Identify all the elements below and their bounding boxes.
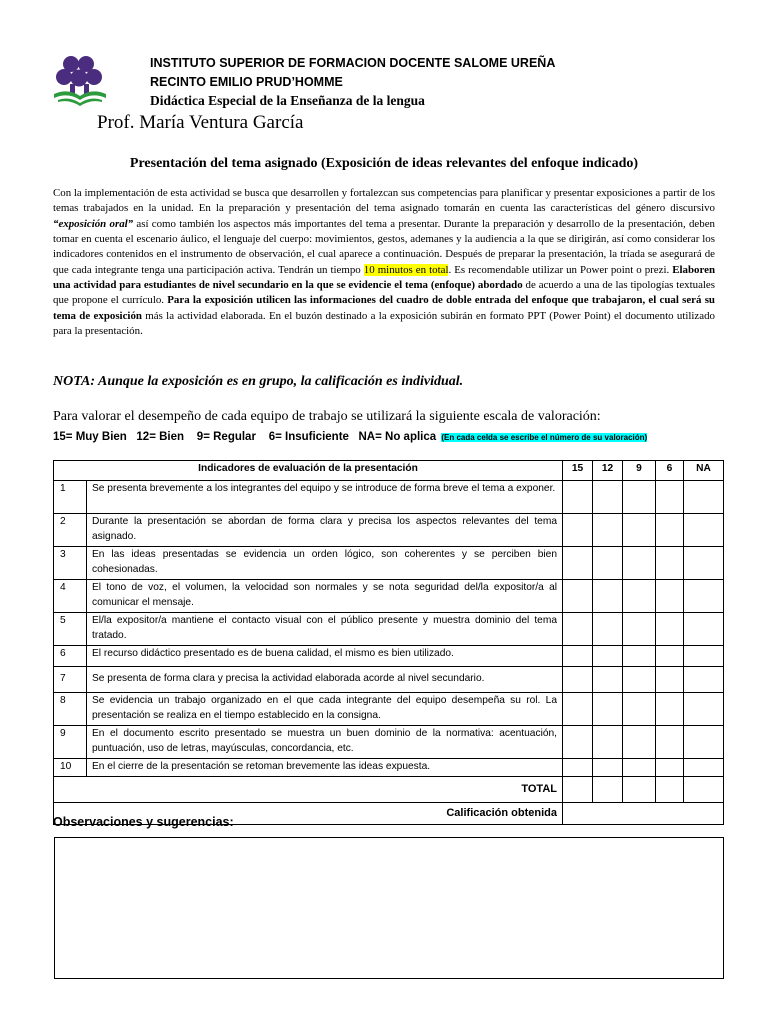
score-cell[interactable] bbox=[593, 514, 623, 547]
institute-logo-icon bbox=[50, 50, 110, 110]
total-row bbox=[54, 776, 724, 802]
score-cell[interactable] bbox=[623, 759, 656, 777]
table-row bbox=[54, 759, 724, 777]
score-cell[interactable] bbox=[656, 693, 684, 726]
grading-note: NOTA: Aunque la exposición es en grupo, la calificación es individual. bbox=[53, 374, 464, 389]
score-cell[interactable] bbox=[593, 481, 623, 514]
score-cell[interactable] bbox=[684, 693, 724, 726]
row-number: 8 bbox=[54, 693, 87, 726]
score-cell[interactable] bbox=[684, 580, 724, 613]
score-cell[interactable] bbox=[656, 481, 684, 514]
score-cell[interactable] bbox=[623, 514, 656, 547]
intro-text-3: . Es recomendable utilizar un Power point o prezi. bbox=[448, 263, 673, 276]
indicators-header: Indicadores de evaluación de la presentación bbox=[54, 461, 563, 481]
score-cell[interactable] bbox=[623, 667, 656, 693]
score-cell[interactable] bbox=[623, 481, 656, 514]
indicator-text: El tono de voz, el volumen, la velocidad son normales y se nota seguridad del/la expositor/a al comunicar el mensaje. bbox=[87, 580, 563, 613]
score-cell[interactable] bbox=[684, 481, 724, 514]
intro-bold-2: Para la exposición utilicen las informaciones del cuadro de doble entrada del enfoque que trabajaron, el cual será su tema de exposición bbox=[53, 294, 715, 322]
table-row bbox=[54, 547, 724, 580]
score-cell[interactable] bbox=[623, 547, 656, 580]
indicator-text: El/la expositor/a mantiene el contacto visual con el público presente y muestra dominio del tema tratado. bbox=[87, 613, 563, 646]
row-number: 3 bbox=[54, 547, 87, 580]
col-header-6: 6 bbox=[656, 461, 684, 481]
scale-intro: Para valorar el desempeño de cada equipo de trabajo se utilizará la siguiente escala de valoración: bbox=[53, 409, 601, 424]
row-number: 9 bbox=[54, 726, 87, 759]
table-header-row bbox=[54, 461, 724, 481]
score-cell[interactable] bbox=[684, 667, 724, 693]
score-cell[interactable] bbox=[656, 514, 684, 547]
col-header-12: 12 bbox=[593, 461, 623, 481]
table-row bbox=[54, 667, 724, 693]
row-number: 1 bbox=[54, 481, 87, 514]
time-highlight: 10 minutos en total bbox=[363, 263, 449, 276]
score-cell[interactable] bbox=[563, 726, 593, 759]
score-cell[interactable] bbox=[656, 580, 684, 613]
score-cell[interactable] bbox=[623, 726, 656, 759]
scale-note: (En cada celda se escribe el número de su valoración) bbox=[441, 433, 648, 442]
score-cell[interactable] bbox=[593, 759, 623, 777]
course-name: Didáctica Especial de la Enseñanza de la lengua bbox=[150, 93, 425, 108]
score-cell[interactable] bbox=[656, 613, 684, 646]
assignment-title: Presentación del tema asignado (Exposición de ideas relevantes del enfoque indicado) bbox=[129, 156, 639, 171]
table-row bbox=[54, 613, 724, 646]
score-cell[interactable] bbox=[684, 726, 724, 759]
total-cell[interactable] bbox=[563, 776, 593, 802]
total-label: TOTAL bbox=[54, 776, 563, 802]
table-row bbox=[54, 726, 724, 759]
score-cell[interactable] bbox=[593, 726, 623, 759]
indicator-text: Se presenta brevemente a los integrantes del equipo y se introduce de forma breve el tema a exponer. bbox=[87, 481, 563, 514]
score-cell[interactable] bbox=[563, 646, 593, 667]
score-cell[interactable] bbox=[623, 693, 656, 726]
row-number: 10 bbox=[54, 759, 87, 777]
grade-cell[interactable] bbox=[563, 802, 724, 824]
score-cell[interactable] bbox=[684, 646, 724, 667]
indicator-text: En las ideas presentadas se evidencia un orden lógico, son coherentes y se perciben bien cohesionadas. bbox=[87, 547, 563, 580]
instructions-paragraph bbox=[53, 186, 715, 339]
indicator-text: El recurso didáctico presentado es de buena calidad, el mismo es bien utilizado. bbox=[87, 646, 563, 667]
score-cell[interactable] bbox=[563, 481, 593, 514]
intro-text-4: de acuerdo a una de las tipologías textuales que propone el currículo. bbox=[53, 279, 716, 307]
score-cell[interactable] bbox=[563, 580, 593, 613]
score-cell[interactable] bbox=[684, 759, 724, 777]
observations-box[interactable] bbox=[54, 837, 724, 979]
table-row bbox=[54, 514, 724, 547]
score-cell[interactable] bbox=[656, 646, 684, 667]
row-number: 4 bbox=[54, 580, 87, 613]
intro-text-5: más la actividad elaborada. En el buzón destinado a la exposición subirán en formato PPT (Power Point) el documento utilizado para la presentación. bbox=[53, 309, 715, 338]
total-cell[interactable] bbox=[623, 776, 656, 802]
indicator-text: Se presenta de forma clara y precisa la actividad elaborada acorde al nivel secundario. bbox=[87, 667, 563, 693]
score-cell[interactable] bbox=[593, 693, 623, 726]
institution-name: INSTITUTO SUPERIOR DE FORMACION DOCENTE SALOME UREÑA bbox=[150, 56, 556, 70]
row-number: 7 bbox=[54, 667, 87, 693]
observations-label: Observaciones y sugerencias: bbox=[53, 815, 234, 829]
grade-label: Calificación obtenida bbox=[54, 802, 563, 824]
score-cell[interactable] bbox=[656, 759, 684, 777]
indicator-text: En el documento escrito presentado se muestra un buen dominio de la normativa: acentuación, puntuación, uso de letras, mayúsculas, concordancia, etc. bbox=[87, 726, 563, 759]
intro-term: “exposición oral” bbox=[53, 217, 134, 230]
table-row bbox=[54, 580, 724, 613]
total-cell[interactable] bbox=[593, 776, 623, 802]
table-row bbox=[54, 481, 724, 514]
total-cell[interactable] bbox=[656, 776, 684, 802]
indicator-text: En el cierre de la presentación se retoman brevemente las ideas expuesta. bbox=[87, 759, 563, 777]
col-header-9: 9 bbox=[623, 461, 656, 481]
score-cell[interactable] bbox=[656, 547, 684, 580]
score-cell[interactable] bbox=[593, 547, 623, 580]
score-cell[interactable] bbox=[684, 613, 724, 646]
score-cell[interactable] bbox=[563, 514, 593, 547]
total-cell[interactable] bbox=[684, 776, 724, 802]
indicator-text: Durante la presentación se abordan de forma clara y precisa los aspectos relevantes del tema asignado. bbox=[87, 514, 563, 547]
score-cell[interactable] bbox=[623, 613, 656, 646]
score-cell[interactable] bbox=[684, 514, 724, 547]
score-cell[interactable] bbox=[593, 646, 623, 667]
col-header-15: 15 bbox=[563, 461, 593, 481]
score-cell[interactable] bbox=[656, 726, 684, 759]
score-cell[interactable] bbox=[563, 613, 593, 646]
table-row bbox=[54, 646, 724, 667]
intro-text-1: Con la implementación de esta actividad se busca que desarrollen y fortalezcan sus competencias para planificar y presentar exposiciones a partir de los temas trabajados en la unidad. En la preparación y presentación del tema asignado tomarán en cuenta las características del género discursivo bbox=[53, 187, 715, 215]
table-row bbox=[54, 693, 724, 726]
indicator-text: Se evidencia un trabajo organizado en el que cada integrante del equipo desempeña su rol. La presentación se realiza en el tiempo establecido en la consigna. bbox=[87, 693, 563, 726]
campus-name: RECINTO EMILIO PRUD’HOMME bbox=[150, 75, 343, 89]
scale-values: 15= Muy Bien 12= Bien 9= Regular 6= Insuficiente NA= No aplica bbox=[53, 431, 437, 443]
col-header-na: NA bbox=[684, 461, 724, 481]
score-cell[interactable] bbox=[563, 759, 593, 777]
intro-text-2: así como también los aspectos más importantes del tema a presentar. Durante la preparación y desarrollo de la presentación, deben tomar en cuenta el escenario áulico, el lenguaje del cuerpo: movimientos, gestos, ademanes y la audiencia a la que se dirigirán, así como considerar los indicadores contenidos en el instrumento de observación, el cual aparece a continuación. Después de preparar la presentación, la tríada se asegurará de que cada integrante tenga una participación activa. Tendrán un tiempo bbox=[53, 217, 715, 276]
score-cell[interactable] bbox=[623, 580, 656, 613]
row-number: 5 bbox=[54, 613, 87, 646]
score-cell[interactable] bbox=[563, 667, 593, 693]
score-cell[interactable] bbox=[684, 547, 724, 580]
score-cell[interactable] bbox=[623, 646, 656, 667]
score-cell[interactable] bbox=[593, 667, 623, 693]
evaluation-table bbox=[53, 460, 724, 825]
score-cell[interactable] bbox=[593, 613, 623, 646]
score-cell[interactable] bbox=[593, 580, 623, 613]
score-cell[interactable] bbox=[656, 667, 684, 693]
intro-bold-1: Elaboren una actividad para estudiantes de nivel secundario en la que se evidencie el tema (enfoque) abordado bbox=[53, 263, 716, 292]
scale-legend bbox=[53, 431, 647, 443]
professor-name: Prof. María Ventura García bbox=[97, 112, 304, 133]
score-cell[interactable] bbox=[563, 693, 593, 726]
score-cell[interactable] bbox=[563, 547, 593, 580]
row-number: 2 bbox=[54, 514, 87, 547]
row-number: 6 bbox=[54, 646, 87, 667]
